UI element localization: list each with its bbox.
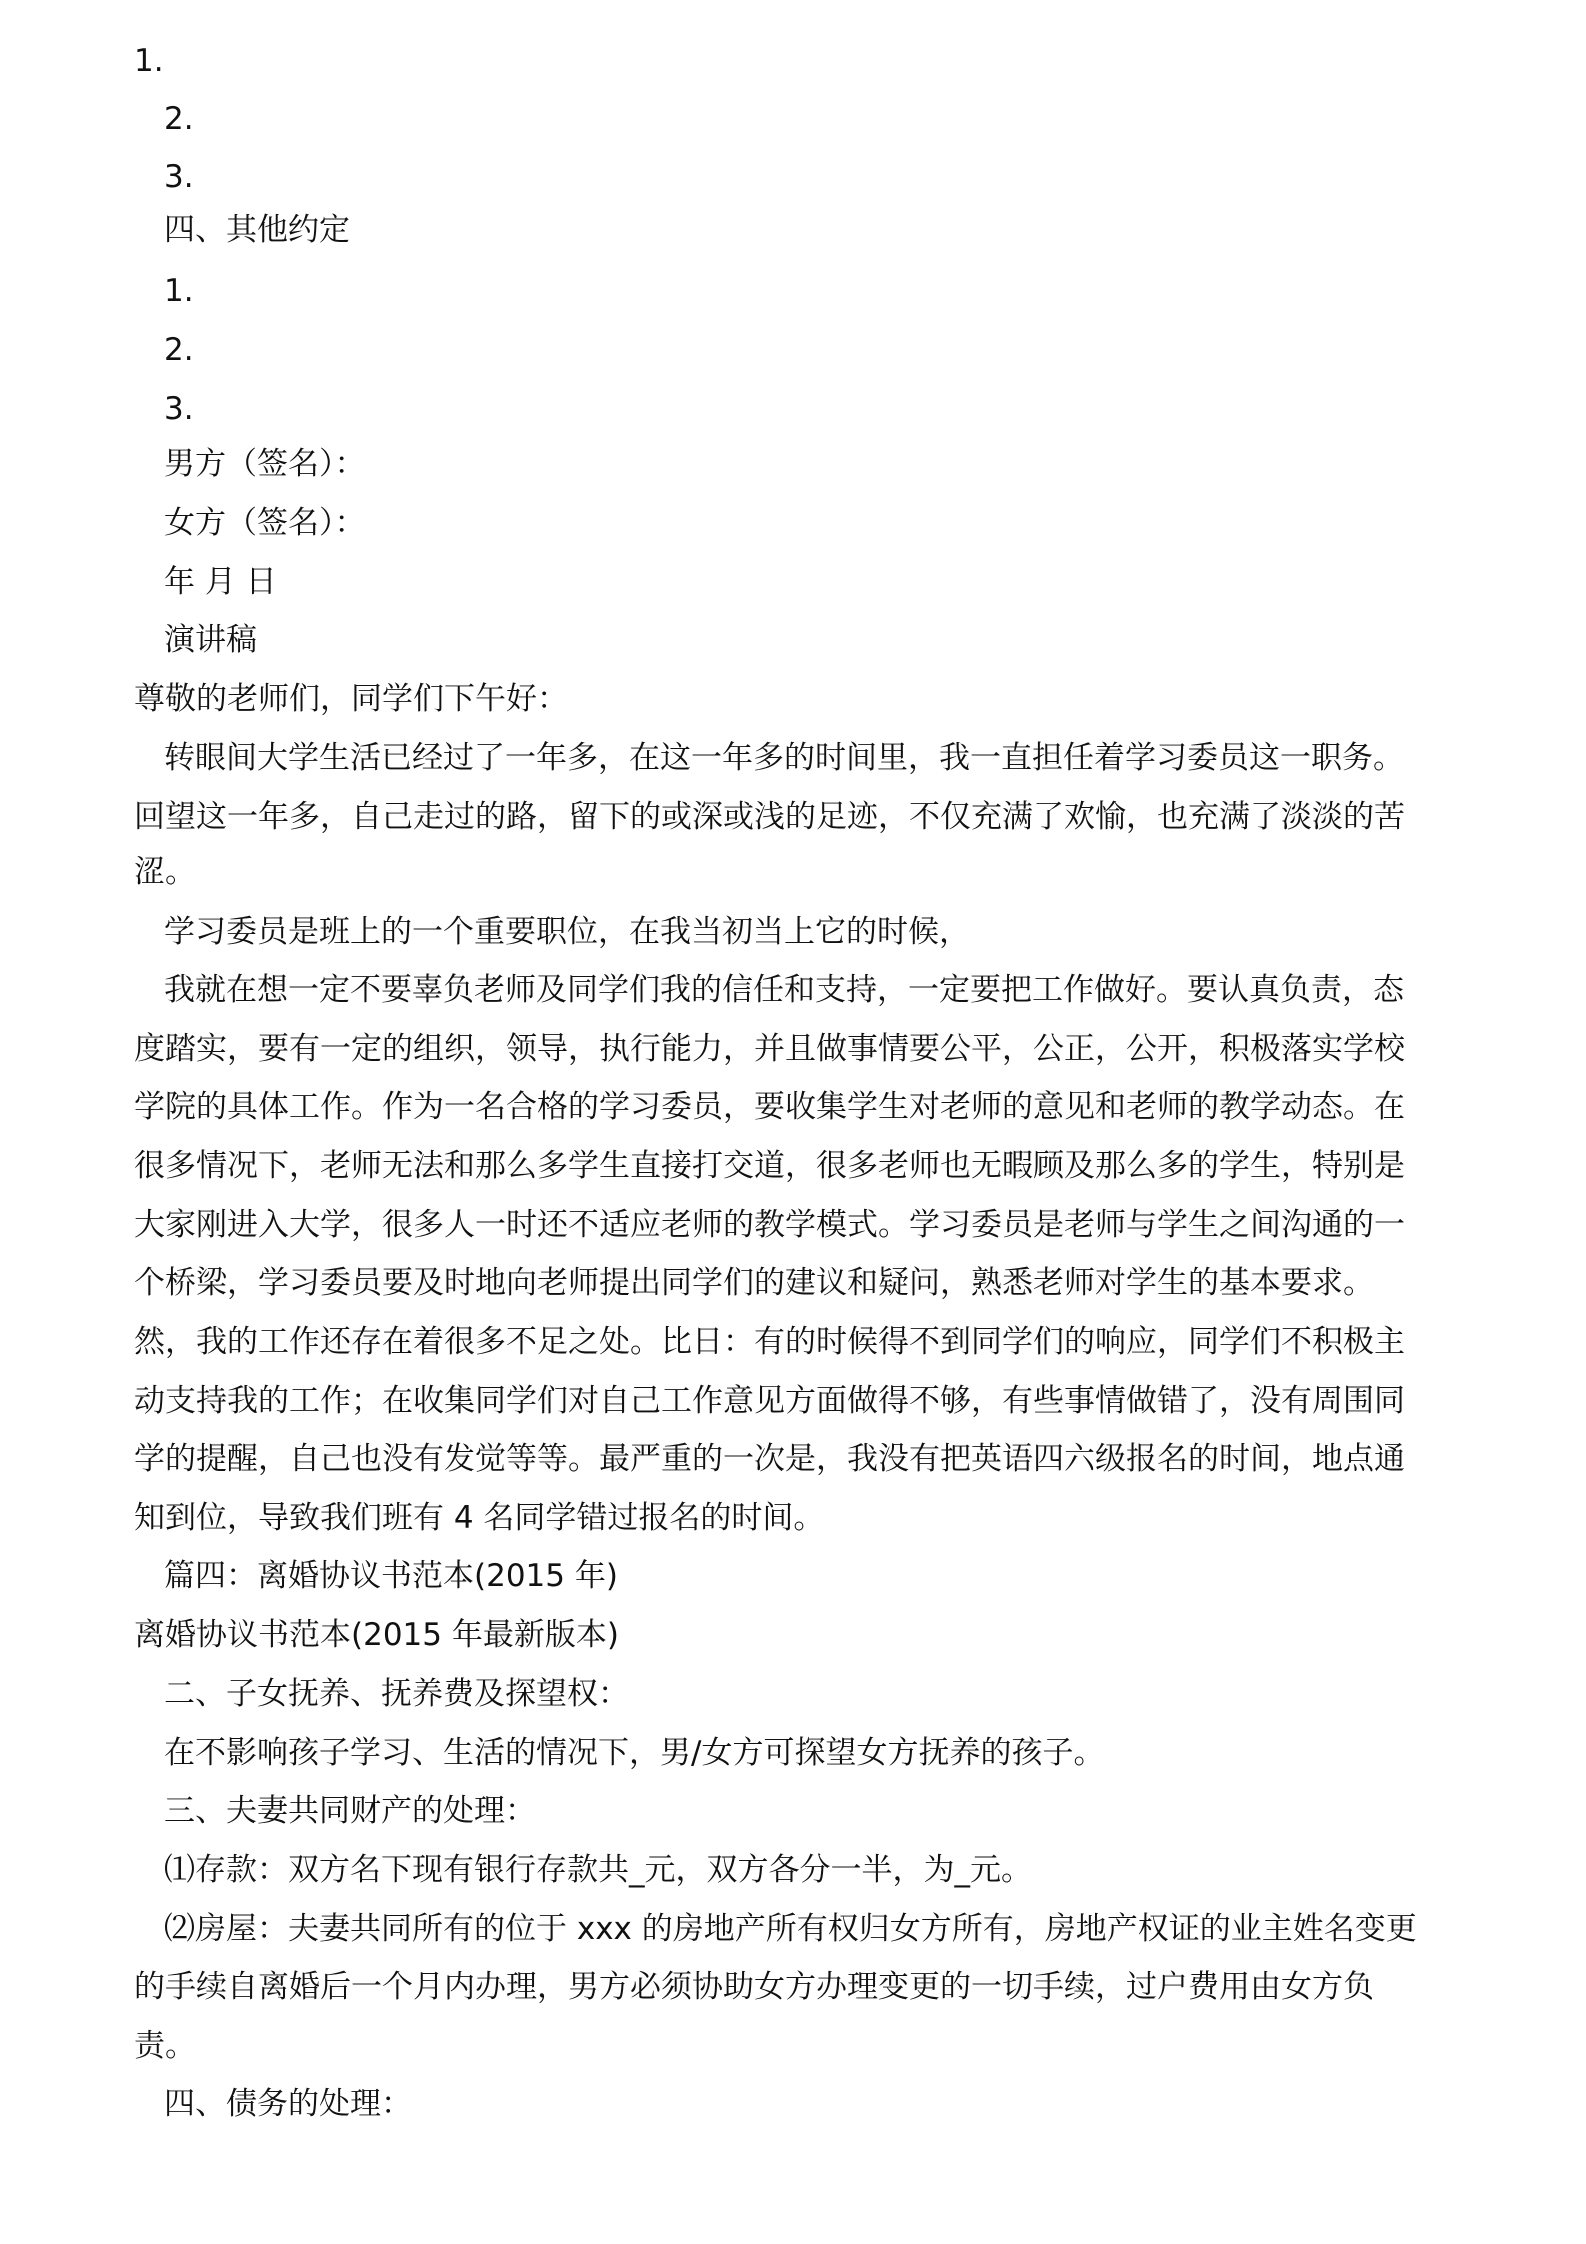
text-line: ⑵房屋：夫妻共同所有的位于 xxx 的房地产所有权归女方所有，房地产权证的业主姓名变更 [164,1911,1417,1947]
text-line: 然，我的工作还存在着很多不足之处。比日：有的时候得不到同学们的响应，同学们不积极主 [134,1324,1405,1360]
text-line: 度踏实，要有一定的组织，领导，执行能力，并且做事情要公平，公正，公开，积极落实学校 [134,1031,1405,1067]
text-line: 学习委员是班上的一个重要职位，在我当初当上它的时候， [164,914,970,950]
text-line: 涩。 [134,854,196,890]
text-line: 转眼间大学生活已经过了一年多，在这一年多的时间里，我一直担任着学习委员这一职务。 [164,740,1404,776]
text-line: 1. [164,273,194,309]
text-line: 个桥梁，学习委员要及时地向老师提出同学们的建议和疑问，熟悉老师对学生的基本要求。 [134,1265,1374,1301]
text-line: 我就在想一定不要辜负老师及同学们我的信任和支持，一定要把工作做好。要认真负责，态 [164,972,1404,1008]
text-line: 男方（签名）： [164,446,366,482]
text-line: 女方（签名）： [164,505,366,541]
text-line: 回望这一年多，自己走过的路，留下的或深或浅的足迹，不仅充满了欢愉，也充满了淡淡的苦 [134,799,1405,835]
text-line: 责。 [134,2028,196,2064]
text-line: ⑴存款：双方名下现有银行存款共_元，双方各分一半，为_元。 [164,1852,1032,1888]
text-line: 2. [164,101,194,137]
text-line: 年 月 日 [164,564,277,600]
text-line: 3. [164,159,194,195]
text-line: 在不影响孩子学习、生活的情况下，男/女方可探望女方抚养的孩子。 [164,1735,1105,1771]
text-line: 学的提醒，自己也没有发觉等等。最严重的一次是，我没有把英语四六级报名的时间，地点通 [134,1441,1405,1477]
text-line: 尊敬的老师们，同学们下午好： [134,681,568,717]
text-line: 演讲稿 [164,622,257,658]
text-line: 四、其他约定 [164,212,350,248]
text-line: 离婚协议书范本(2015 年最新版本) [134,1617,619,1653]
text-line: 1. [134,43,164,79]
text-line: 四、债务的处理： [164,2086,412,2122]
text-line: 3. [164,391,194,427]
text-line: 知到位，导致我们班有 4 名同学错过报名的时间。 [134,1500,825,1536]
text-line: 三、夫妻共同财产的处理： [164,1793,536,1829]
text-line: 2. [164,332,194,368]
text-line: 的手续自离婚后一个月内办理，男方必须协助女方办理变更的一切手续，过户费用由女方负 [134,1969,1374,2005]
text-line: 二、子女抚养、抚养费及探望权： [164,1676,629,1712]
text-line: 动支持我的工作；在收集同学们对自己工作意见方面做得不够，有些事情做错了，没有周围同 [134,1383,1405,1419]
text-line: 很多情况下，老师无法和那么多学生直接打交道，很多老师也无暇顾及那么多的学生，特别是 [134,1148,1405,1184]
text-line: 大家刚进入大学，很多人一时还不适应老师的教学模式。学习委员是老师与学生之间沟通的一 [134,1207,1405,1243]
text-line: 篇四：离婚协议书范本(2015 年) [164,1558,618,1594]
text-line: 学院的具体工作。作为一名合格的学习委员，要收集学生对老师的意见和老师的教学动态。在 [134,1089,1405,1125]
